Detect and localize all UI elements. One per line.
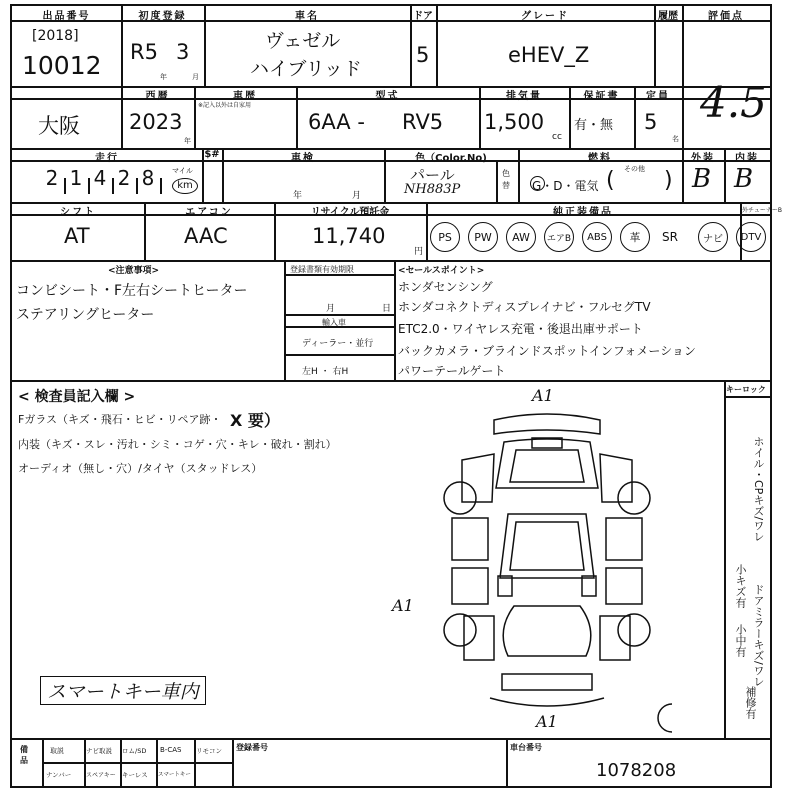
color-change-label: 色替 bbox=[502, 169, 510, 190]
score-value: 4.5 bbox=[700, 78, 767, 127]
sales-point: パワーテールゲート bbox=[398, 364, 506, 378]
first-reg-month: 3 bbox=[176, 40, 190, 64]
shift-value: AT bbox=[64, 224, 90, 248]
score-label: 評価点 bbox=[708, 11, 744, 22]
grade-value: eHEV_Z bbox=[508, 43, 590, 67]
lot-year-tag: [2018] bbox=[32, 28, 79, 44]
small-mid-legend: 小中有 bbox=[734, 624, 747, 657]
fuel-other-label: その他 bbox=[624, 165, 645, 173]
sales-point: ホンダセンシング bbox=[398, 280, 493, 294]
inspector-windshield-mark: X 要） bbox=[230, 411, 280, 430]
reg-day: 日 bbox=[382, 304, 392, 314]
equip-sr: SR bbox=[662, 230, 678, 244]
tuner-label: 外チューナーB bbox=[742, 207, 782, 214]
model-year-unit: 年 bbox=[184, 137, 191, 145]
inspection-year-unit: 年 bbox=[293, 191, 303, 201]
mirror-legend: ドアミラーキズ/ワレ bbox=[752, 584, 765, 687]
fuel-paren-close: ) bbox=[664, 168, 673, 193]
odometer-digit: 2 bbox=[117, 166, 131, 190]
odometer-digit: 8 bbox=[141, 166, 155, 190]
accessory-item: ナンバー bbox=[46, 771, 72, 779]
accessory-item: B-CAS bbox=[160, 746, 182, 754]
region: 大阪 bbox=[38, 114, 80, 138]
car-name-line1: ヴェゼル bbox=[265, 30, 341, 52]
warranty-value: 有・無 bbox=[574, 118, 614, 133]
equip-navi: ナビ bbox=[698, 222, 728, 252]
import-dealer: ディーラー・並行 bbox=[302, 339, 374, 349]
inspector-windshield: Fガラス（キズ・飛石・ヒビ・リペア跡・ bbox=[18, 413, 222, 426]
grade-label: グレード bbox=[521, 11, 569, 22]
mile-unit: マイル bbox=[172, 167, 193, 175]
accessory-item: ナビ取説 bbox=[86, 747, 112, 755]
accessory-item: ロム/SD bbox=[122, 747, 147, 755]
caution-item: ステアリングヒーター bbox=[16, 307, 155, 323]
fuel-paren-open: ( bbox=[606, 168, 615, 193]
inspector-audio-tires: オーディオ（無し・穴）/タイヤ（スタッドレス） bbox=[18, 462, 263, 475]
western-year-label: 西暦 bbox=[145, 91, 170, 102]
car-history-label: 車歴 bbox=[233, 91, 257, 102]
interior-grade: B bbox=[734, 164, 754, 194]
sales-point: ホンダコネクトディスプレイナビ・フルセグTV bbox=[398, 300, 651, 314]
equip-pw: PW bbox=[468, 222, 498, 252]
first-registration-label: 初度登録 bbox=[138, 11, 187, 22]
model-year: 2023 bbox=[129, 110, 183, 134]
import-handle: 左H ・ 右H bbox=[302, 367, 349, 377]
aircon-label: エアコン bbox=[185, 207, 233, 218]
s-label: $# bbox=[204, 149, 220, 160]
model-label: 型式 bbox=[375, 91, 400, 102]
equip-airbag: エアB bbox=[544, 222, 574, 252]
wheel-legend: ホイル・CPキズ/ワレ bbox=[752, 436, 765, 543]
equip-abs: ABS bbox=[582, 222, 612, 252]
damage-mark-front: A1 bbox=[532, 386, 554, 405]
sales-label: <セールスポイント> bbox=[398, 266, 485, 276]
car-name-label: 車名 bbox=[295, 11, 319, 22]
repair-legend: 補修有 bbox=[744, 686, 757, 719]
model-prefix: 6AA - bbox=[308, 110, 365, 134]
reg-deadline-label: 登録書類有効期限 bbox=[290, 265, 354, 274]
car-name-line2: ハイブリッド bbox=[250, 58, 362, 80]
equip-dtv: DTV bbox=[736, 222, 766, 252]
mileage-label: 走行 bbox=[95, 153, 119, 164]
displacement-label: 排気量 bbox=[506, 91, 542, 102]
car-diagram bbox=[422, 398, 672, 734]
interior-label: 内装 bbox=[735, 153, 759, 164]
auction-sheet bbox=[10, 4, 782, 788]
inspector-title: < 検査員記入欄 > bbox=[18, 389, 136, 405]
lot-number: 10012 bbox=[22, 51, 102, 80]
history-label: 履歴 bbox=[658, 11, 678, 22]
chassis-number-label: 車台番号 bbox=[510, 743, 542, 752]
recycle-yen: 円 bbox=[414, 247, 424, 257]
accessory-item: スマートキー bbox=[158, 772, 191, 778]
exterior-grade: B bbox=[692, 164, 712, 194]
door-count: 5 bbox=[416, 43, 430, 67]
capacity-unit: 名 bbox=[672, 135, 679, 143]
capacity-value: 5 bbox=[644, 110, 658, 134]
recycle-label: リサイクル預託金 bbox=[310, 207, 390, 218]
odometer-digit: 1 bbox=[69, 166, 83, 190]
color-value: パール bbox=[410, 166, 455, 184]
km-unit-circled: km bbox=[172, 178, 198, 194]
inspection-label: 車検 bbox=[291, 153, 315, 164]
accessory-item: 取説 bbox=[50, 747, 64, 755]
displacement-unit: cc bbox=[552, 132, 562, 142]
inspector-interior: 内装（キズ・スレ・汚れ・シミ・コゲ・穴・キレ・破れ・割れ） bbox=[18, 438, 337, 451]
fuel-options: G・D・電気 bbox=[532, 179, 599, 193]
model-code: RV5 bbox=[402, 110, 444, 134]
odometer-digit: 4 bbox=[93, 166, 107, 190]
caution-label: <注意事項> bbox=[108, 266, 160, 276]
fuel-label: 燃料 bbox=[588, 153, 612, 164]
equip-aw: AW bbox=[506, 222, 536, 252]
sales-point: バックカメラ・ブラインドスポットインフォメーション bbox=[398, 344, 696, 358]
shift-label: シフト bbox=[60, 207, 96, 218]
sales-point: ETC2.0・ワイヤレス充電・後退出庫サポート bbox=[398, 322, 643, 336]
first-reg-year-unit: 年 bbox=[160, 73, 167, 81]
accessory-item: リモコン bbox=[196, 747, 222, 755]
capacity-label: 定員 bbox=[646, 91, 670, 102]
exterior-label: 外装 bbox=[691, 153, 715, 164]
equip-leather: 革 bbox=[620, 222, 650, 252]
accessories-label: 備品 bbox=[20, 745, 28, 765]
color-label: 色（Color.No) bbox=[415, 153, 487, 164]
car-history-note: ※記入以外は自家用 bbox=[198, 102, 252, 109]
chassis-number: 1078208 bbox=[596, 760, 677, 781]
recycle-value: 11,740 bbox=[312, 224, 386, 248]
aircon-value: AAC bbox=[184, 224, 228, 248]
equip-ps: PS bbox=[430, 222, 460, 252]
equipment-label: 純正装備品 bbox=[553, 207, 613, 218]
import-label: 輸入車 bbox=[322, 318, 346, 327]
color-number: NH883P bbox=[404, 182, 461, 197]
reg-month: 月 bbox=[326, 304, 336, 314]
lot-number-label: 出品番号 bbox=[42, 11, 91, 22]
damage-mark-left: A1 bbox=[392, 596, 414, 615]
displacement-value: 1,500 bbox=[484, 110, 545, 134]
accessory-item: スペアキー bbox=[86, 772, 116, 779]
key-lock-label: キーロック bbox=[726, 385, 766, 394]
small-scratch-legend: 小キズ有 bbox=[734, 564, 747, 608]
inspection-month-unit: 月 bbox=[352, 191, 362, 201]
accessory-item: キーレス bbox=[122, 771, 148, 779]
damage-mark-rear: A1 bbox=[536, 712, 558, 731]
first-reg-month-unit: 月 bbox=[192, 73, 199, 81]
smart-key-note: スマートキー車内 bbox=[40, 676, 206, 705]
warranty-label: 保証書 bbox=[583, 91, 620, 102]
registration-number-label: 登録番号 bbox=[236, 743, 268, 752]
caution-item: コンビシート・F左右シートヒーター bbox=[16, 283, 248, 299]
odometer-digit: 2 bbox=[45, 166, 59, 190]
fuel-gasoline-circle bbox=[530, 176, 545, 191]
door-label: ドア bbox=[413, 11, 433, 22]
first-reg-era-year: R5 bbox=[130, 40, 158, 64]
